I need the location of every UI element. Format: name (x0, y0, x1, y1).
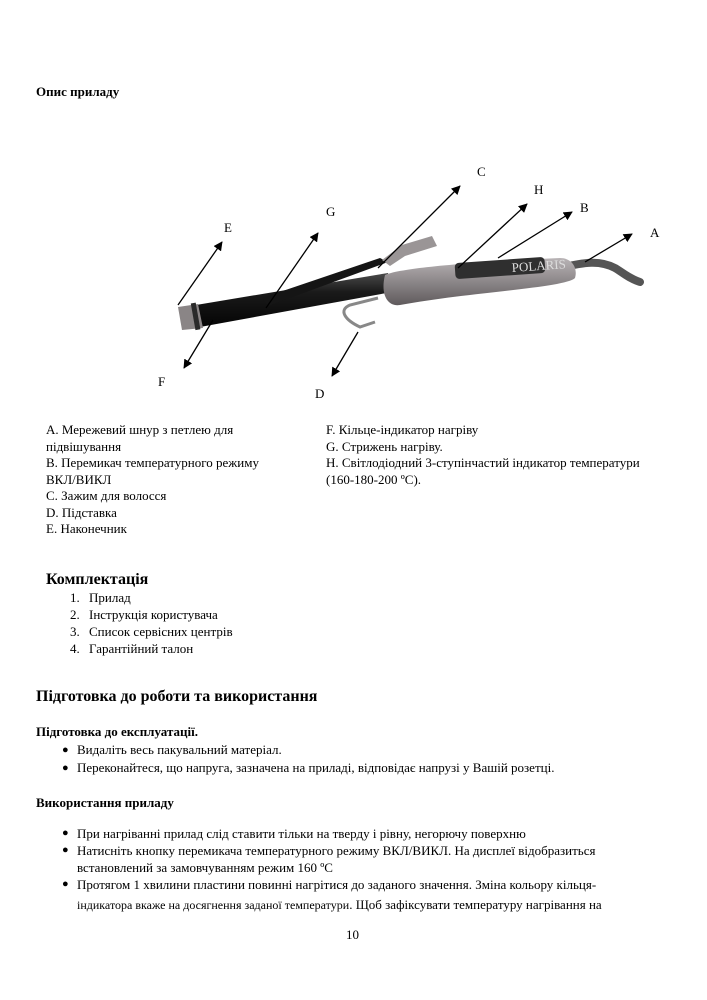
bullets-preparation (62, 741, 682, 777)
list-item: 2. Інструкція користувача (70, 607, 218, 622)
brand-logo: POLARIS (511, 256, 567, 275)
arrow-D (332, 332, 358, 376)
legend-line: B. Перемикач температурного режиму (46, 455, 259, 470)
page-number: 10 (346, 927, 359, 942)
list-item: ● Протягом 1 хвилини пластини повинні нагрітися до заданого значення. Зміна кольору кільця- індикатора вкаже на досягнення заданої температури. Щоб зафіксувати температуру нагрівання на (62, 877, 602, 912)
list-item: 1. Прилад (70, 590, 131, 605)
legend-line: ВКЛ/ВИКЛ (46, 471, 112, 487)
legend-line: G. Стрижень нагріву. (326, 438, 443, 454)
bullet-icon: ● (62, 744, 69, 756)
list-item: 4. Гарантійний талон (70, 641, 194, 656)
legend-line: A. Мережевий шнур з петлею для (46, 422, 234, 437)
subheading-usage: Використання приладу (36, 795, 174, 810)
legend-line: C. Зажим для волосся (46, 488, 167, 503)
kit-title: Комплектація (46, 571, 149, 588)
label-E: E (224, 220, 232, 235)
bullet-icon: ● (62, 762, 69, 774)
label-B: B (580, 200, 589, 215)
arrow-A (585, 234, 632, 262)
kit-list (70, 589, 370, 657)
legend-line: D. Підставка (46, 504, 117, 520)
label-H: H (534, 182, 544, 197)
list-item: ● Натисніть кнопку перемикача температурного режиму ВКЛ/ВИКЛ. На дисплеї відобразиться встановлений за замовчуванням режим 160 ºC (62, 843, 596, 875)
heating-rod (196, 273, 392, 327)
arrow-E (178, 242, 222, 305)
list-item: 3. Список сервісних центрів (70, 624, 233, 639)
label-A: A (650, 225, 660, 240)
subheading-preparation: Підготовка до експлуатації. (36, 724, 198, 739)
list-item: ● Переконайтеся, що напруга, зазначена на приладі, відповідає напрузі у Вашій розетці. (62, 760, 555, 775)
label-F: F (158, 374, 166, 389)
legend-line: F. Кільце-індикатор нагріву (326, 422, 479, 437)
clamp-lever (382, 236, 437, 266)
bullet-icon: ● (62, 827, 69, 839)
bullets-usage (62, 825, 692, 914)
arrow-B (498, 212, 572, 258)
arrow-C (378, 186, 460, 268)
legend-line: E. Наконечник (46, 521, 127, 536)
bullet-icon: ● (62, 878, 69, 890)
list-item: ● Видаліть весь пакувальний матеріал. (62, 742, 282, 757)
section-heading-description: Опис приладу (36, 84, 120, 99)
legend-line: підвішування (46, 438, 122, 454)
label-G: G (326, 204, 336, 219)
legend-left (46, 422, 316, 538)
label-D: D (315, 386, 325, 401)
arrow-H (458, 204, 527, 268)
list-item: ● При нагріванні прилад слід ставити тільки на тверду і рівну, негорючу поверхню (62, 826, 526, 841)
legend-right (326, 422, 686, 488)
legend-line: (160-180-200 ºC). (326, 471, 422, 487)
legend-line: H. Світлодіодний 3-ступінчастий індикатор температури (326, 455, 640, 470)
stand (344, 298, 378, 327)
label-C: C (477, 164, 486, 179)
section-title-preparation: Підготовка до роботи та використання (36, 688, 318, 705)
bullet-icon: ● (62, 844, 69, 856)
curling-iron-diagram (0, 150, 707, 410)
